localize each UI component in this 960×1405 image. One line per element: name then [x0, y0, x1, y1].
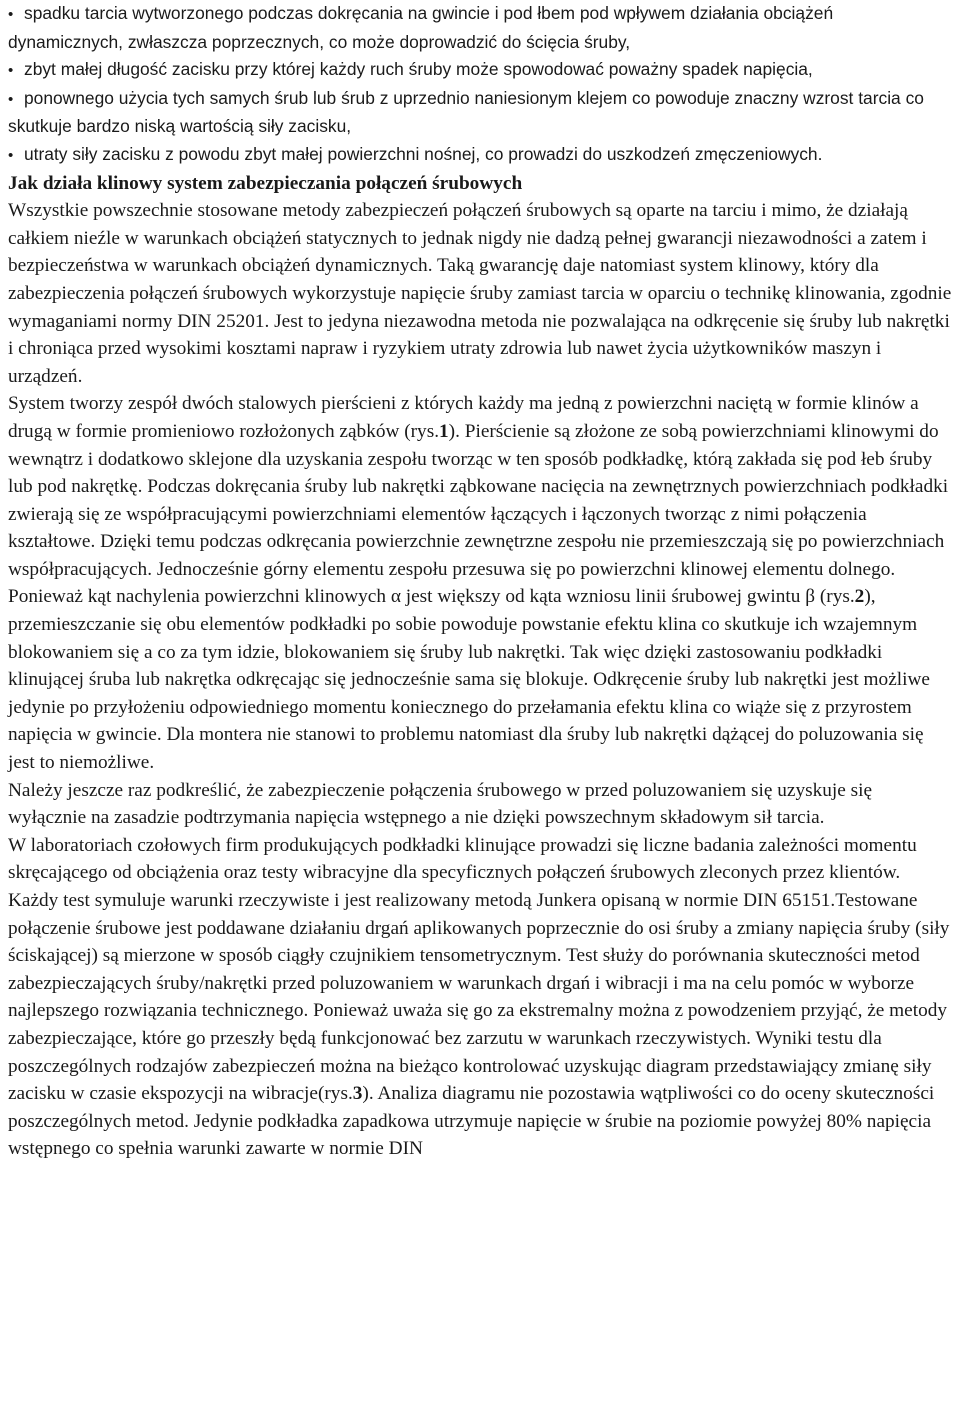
- list-item: [8, 0, 952, 56]
- list-item: [8, 56, 952, 85]
- list-item: [8, 141, 952, 170]
- figure-ref: 3: [352, 1083, 363, 1105]
- list-item: [8, 85, 952, 141]
- bullet-icon: •: [8, 6, 14, 23]
- bullet-icon: •: [8, 90, 14, 108]
- paragraph-laboratory: [8, 832, 952, 1163]
- paragraph-intro: Wszystkie powszechnie stosowane metody zabezpieczeń połączeń śrubowych są oparte na tarciu i mimo, że działają całkiem nieźle w warunkach obciążeń statycznych to jednak nigdy nie dadzą pełnej gwarancji niezawodności a zatem i bezpieczeństwa w warunkach obciążeń dynamicznych. Taką gwarancję daje natomiast system klinowy, który dla zabezpieczenia połączeń śrubowych wykorzystuje napięcie śruby zamiast tarcia w oparciu o technikę klinowania, zgodnie wymaganiami normy DIN 25201. Jest to jedyna niezawodna metoda nie pozwalająca na odkręcenie się śruby lub nakrętki i chroniąca przed wysokimi kosztami napraw i ryzykiem utraty zdrowia lub nawet życia użytkowników maszyn i urządzeń.: [8, 200, 952, 387]
- bullet-icon: •: [8, 146, 14, 164]
- bullet-list: [8, 0, 952, 170]
- paragraph-system: [8, 390, 952, 776]
- bullet-text: utraty siły zacisku z powodu zbyt małej powierzchni nośnej, co prowadzi do uszkodzeń zmęczeniowych.: [24, 143, 823, 164]
- paragraph-text: ). Pierścienie są złożone ze sobą powierzchniami klinowymi do wewnątrz i dodatkowo sklejone dla uzyskania zespołu tworząc w ten sposób podkładkę, którą zakłada się pod łeb śruby lub pod nakrętkę. Podczas dokręcania śruby lub nakrętki ząbkowane nacięcia na zewnętrznych powierzchniach podkładki zwierają się ze współpracującymi powierzchniami elementów łączących i łączonych tworząc z nimi połączenia kształtowe. Dzięki temu podczas odkręcania powierzchnie zewnętrzne zespołu nie przemieszczają się po powierzchniach współpracujących. Jednocześnie górny elementu zespołu przesuwa się po powierzchni klinowej elementu dolnego. Ponieważ kąt nachylenia powierzchni klinowych α jest większy od kąta wzniosu linii śrubowej gwintu β (rys.: [8, 420, 949, 608]
- bullet-text: ponownego użycia tych samych śrub lub śrub z uprzednio naniesionym klejem co powoduje znaczny wzrost tarcia co skutkuje bardzo niską wartością siły zacisku,: [8, 87, 924, 137]
- paragraph-text: System tworzy zespół dwóch stalowych pierścieni z których każdy ma jedną z powierzchni naciętą w formie klinów a drugą w formie promieniowo rozłożonych ząbków (rys.: [8, 393, 919, 442]
- paragraph-emphasis: Należy jeszcze raz podkreślić, że zabezpieczenie połączenia śrubowego w przed poluzowaniem się uzyskuje się wyłącznie na zasadzie podtrzymania napięcia wstępnego a nie dzięki powszechnym składowym sił tarcia.: [8, 779, 873, 829]
- figure-ref: 2: [854, 586, 865, 608]
- section-heading: Jak działa klinowy system zabezpieczania połączeń śrubowych: [8, 172, 523, 194]
- bullet-text: zbyt małej długość zacisku przy której każdy ruch śruby może spowodować poważny spadek napięcia,: [24, 59, 813, 80]
- bullet-text: spadku tarcia wytworzonego podczas dokręcania na gwincie i pod łbem pod wpływem działania obciążeń dynamicznych, zwłaszcza poprzecznych, co może doprowadzić do ścięcia śruby,: [8, 3, 834, 52]
- paragraph-text: ), przemieszczanie się obu elementów podkładki po sobie powoduje powstanie efektu klina co skutkuje ich wzajemnym blokowaniem się a co za tym idzie, blokowaniem się śruby lub nakrętki. Tak więc dzięki zastosowaniu podkładki klinującej śruba lub nakrętka odkręcając się jednocześnie sama się blokuje. Odkręcenie śruby lub nakrętki jest możliwe jedynie po przyłożeniu odpowiedniego momentu koniecznego do przełamania efektu klina co wiąże się z przyrostem napięcia w gwincie. Dla montera nie stanowi to problemu natomiast dla śruby lub nakrętki dążącej do poluzowania się jest to niemożliwe.: [8, 586, 930, 774]
- bullet-icon: •: [8, 62, 14, 80]
- figure-ref: 1: [439, 420, 449, 442]
- paragraph-text: ). Analiza diagramu nie pozostawia wątpliwości co do oceny skuteczności poszczególnych metod. Jedynie podkładka zapadkowa utrzymuje napięcie w śrubie na poziomie powyżej 80% napięcia wstępnego co spełnia warunki zawarte w normie DIN: [8, 1083, 935, 1160]
- paragraph-text: W laboratoriach czołowych firm produkujących podkładki klinujące prowadzi się liczne badania zależności momentu skręcającego od obciążenia oraz testy wibracyjne dla specyficznych połączeń śrubowych zleconych przez klientów. Każdy test symuluje warunki rzeczywiste i jest realizowany metodą Junkera opisaną w normie DIN 65151.Testowane połączenie śrubowe jest poddawane działaniu drgań aplikowanych poprzecznie do osi śruby a zmiany napięcia śruby (siły ściskającej) są mierzone w sposób ciągły czujnikiem tensometrycznym. Test służy do porównania skuteczności metod zabezpieczających śruby/nakrętki przed poluzowaniem w warunkach drgań i wibracji i ma na celu pomóc w wyborze najlepszego rozwiązania technicznego. Ponieważ uważa się go za ekstremalny można z powodzeniem przyjąć, że metody zabezpieczające, które go przeszły będą funkcjonować bez zarzutu w warunkach rzeczywistych. Wyniki testu dla poszczególnych rodzajów zabezpieczeń można na bieżąco kontrolować uzyskując diagram przedstawiający zmianę siły zacisku w czasie ekspozycji na wibracje(rys.: [8, 834, 950, 1105]
